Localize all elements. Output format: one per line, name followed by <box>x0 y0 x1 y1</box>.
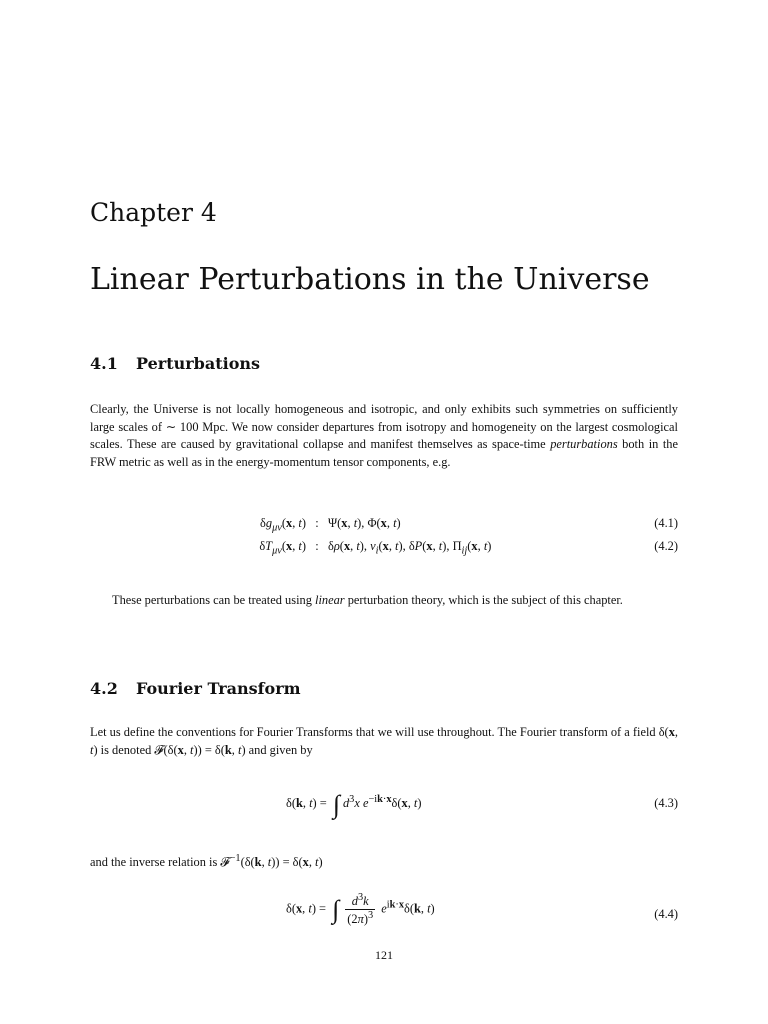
equation-number: (4.1) <box>654 516 678 530</box>
equation-4-4: δ(x, t) = ∫ $\frac{d^3k}{(2\pi)^3}$ $e^{ik\cdot x}\delta(k$, t) <box>286 892 435 927</box>
section-heading-4-1 <box>90 354 260 373</box>
section-number: 4.1 <box>90 354 118 373</box>
equation-number: (4.3) <box>654 796 678 810</box>
emphasis: perturbations <box>550 437 618 452</box>
section-title: Fourier Transform <box>136 679 301 698</box>
page-number: 121 <box>375 948 393 962</box>
paragraph-closing: These perturbations can be treated using linear perturbation theory, which is the subject of this chapter. <box>112 593 623 607</box>
equation-number: (4.2) <box>654 539 678 553</box>
equation-number: (4.4) <box>654 907 678 921</box>
paragraph-inverse: and the inverse relation is 𝓕$^{-1}$(δ(k, t)) = δ(x, t) <box>90 853 323 870</box>
chapter-title: Linear Perturbations in the Universe <box>90 262 650 297</box>
paragraph-fourier-intro: Let us define the conventions for Fourier Transforms that we will use throughout. The Fourier transform of a field δ(x, t) is denoted 𝓕(δ(x, t)) = δ(k, t) and given by <box>90 725 678 757</box>
paragraph-intro: Clearly, the Universe is not locally homogeneous and isotropic, and only exhibits such symmetries on sufficiently large scales of ∼ 100 Mpc. We now consider departures from isotropy and homogeneity on the largest cosmological scales. These are caused by gravitational collapse and manifest themselves as space-time perturbations both in the FRW metric as well as in the energy-momentum tensor components, e.g. <box>90 402 678 469</box>
equation-4-3: δ(k, t) = ∫ $d^3x$ $e^{-ik\cdot x}\delta(x$, t) <box>286 790 422 819</box>
equation-4-1: $\delta g_{\mu\nu}(x$, t) : Ψ(x, t), Φ(x, t) <box>260 516 401 534</box>
chapter-label: Chapter 4 <box>90 198 217 227</box>
equation-4-2: $\delta T_{\mu\nu}(x$, t) : δρ(x, t), $v_i(x$, t), δP(x, t), $\Pi_{ij}(x$, t) <box>259 539 492 557</box>
emphasis: linear <box>315 593 345 607</box>
section-heading-4-2 <box>90 679 301 698</box>
section-title: Perturbations <box>136 354 260 373</box>
section-number: 4.2 <box>90 679 118 698</box>
